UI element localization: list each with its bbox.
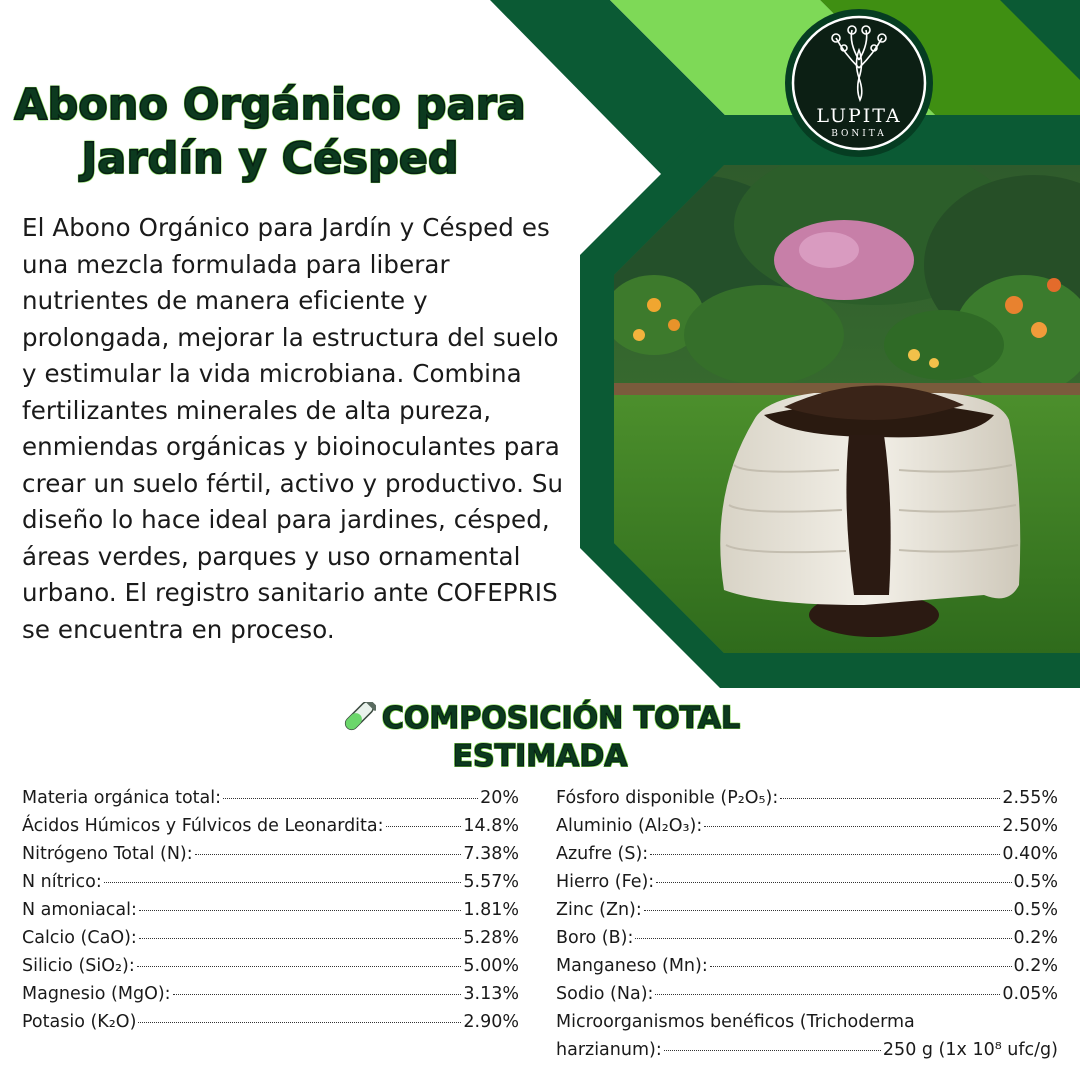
item-value: 0.2% xyxy=(1013,956,1058,976)
dot-leader xyxy=(655,994,1000,995)
dot-leader xyxy=(710,966,1012,967)
item-value: 5.28% xyxy=(463,928,519,948)
composition-title-line2: ESTIMADA xyxy=(452,739,628,774)
dot-leader xyxy=(138,1022,461,1023)
item-value: 5.00% xyxy=(463,956,519,976)
list-item xyxy=(556,788,1058,816)
item-name: Calcio (CaO): xyxy=(22,928,137,948)
dot-leader xyxy=(137,966,462,967)
dot-leader xyxy=(223,798,478,799)
dot-leader xyxy=(644,910,1012,911)
item-name: harzianum): xyxy=(556,1040,662,1060)
list-item xyxy=(556,900,1058,928)
list-item xyxy=(556,984,1058,1012)
dot-leader xyxy=(386,826,462,827)
item-name: Hierro (Fe): xyxy=(556,872,655,892)
dot-leader xyxy=(650,854,1000,855)
item-name: Aluminio (Al₂O₃): xyxy=(556,816,703,836)
item-name: Materia orgánica total: xyxy=(22,788,221,808)
item-value: 3.13% xyxy=(463,984,519,1004)
item-value: 20% xyxy=(480,788,519,808)
list-item-micro xyxy=(556,1040,1058,1068)
composition-list-left xyxy=(22,788,519,1040)
dot-leader xyxy=(656,882,1011,883)
list-item xyxy=(22,844,519,872)
item-value: 2.50% xyxy=(1002,816,1058,836)
list-item xyxy=(556,872,1058,900)
dot-leader xyxy=(664,1050,881,1051)
composition-title xyxy=(300,700,780,776)
item-name: Zinc (Zn): xyxy=(556,900,642,920)
dot-leader xyxy=(173,994,462,995)
dot-leader xyxy=(104,882,462,883)
list-item xyxy=(22,872,519,900)
item-name: Manganeso (Mn): xyxy=(556,956,708,976)
test-tube-icon xyxy=(340,702,376,732)
logo-brand-name: LUPITA xyxy=(816,105,902,127)
list-item xyxy=(556,816,1058,844)
item-value: 14.8% xyxy=(463,816,519,836)
list-item-micro-line1 xyxy=(556,1012,1058,1040)
dot-leader xyxy=(635,938,1011,939)
item-name: Microorganismos benéficos (Trichoderma xyxy=(556,1012,915,1032)
list-item xyxy=(22,788,519,816)
brand-logo xyxy=(784,8,934,158)
item-name: Magnesio (MgO): xyxy=(22,984,171,1004)
item-value: 1.81% xyxy=(463,900,519,920)
item-name: Ácidos Húmicos y Fúlvicos de Leonardita: xyxy=(22,816,384,836)
composition-title-line1: COMPOSICIÓN TOTAL xyxy=(381,701,741,736)
product-photo xyxy=(614,165,1080,653)
item-name: Silicio (SiO₂): xyxy=(22,956,135,976)
list-item xyxy=(22,984,519,1012)
list-item xyxy=(22,928,519,956)
list-item xyxy=(22,816,519,844)
logo-brand-tagline: BONITA xyxy=(831,129,887,139)
item-name: Nitrógeno Total (N): xyxy=(22,844,193,864)
dot-leader xyxy=(195,854,462,855)
page-title-line1: Abono Orgánico para xyxy=(14,80,526,130)
item-name: Potasio (K₂O) xyxy=(22,1012,137,1032)
item-value: 2.55% xyxy=(1002,788,1058,808)
page-title xyxy=(10,78,530,186)
item-name: N nítrico: xyxy=(22,872,102,892)
list-item xyxy=(22,956,519,984)
item-value: 250 g (1x 10⁸ ufc/g) xyxy=(882,1040,1058,1060)
item-value: 0.2% xyxy=(1013,928,1058,948)
dot-leader xyxy=(139,938,462,939)
item-value: 5.57% xyxy=(463,872,519,892)
dot-leader xyxy=(780,798,1000,799)
item-value: 2.90% xyxy=(463,1012,519,1032)
item-value: 0.5% xyxy=(1013,900,1058,920)
list-item xyxy=(556,928,1058,956)
composition-list-right xyxy=(556,788,1058,1068)
item-value: 0.05% xyxy=(1002,984,1058,1004)
item-value: 0.40% xyxy=(1002,844,1058,864)
item-name: Boro (B): xyxy=(556,928,634,948)
list-item xyxy=(22,1012,519,1040)
item-name: Fósforo disponible (P₂O₅): xyxy=(556,788,779,808)
dot-leader xyxy=(704,826,1000,827)
item-value: 0.5% xyxy=(1013,872,1058,892)
item-name: N amoniacal: xyxy=(22,900,137,920)
list-item xyxy=(556,844,1058,872)
dot-leader xyxy=(139,910,461,911)
product-description: El Abono Orgánico para Jardín y Césped es una mezcla formulada para liberar nutrientes de manera eficiente y prolongada, mejorar la estructura del suelo y estimular la vida microbiana. Combina fertilizantes minerales de alta pureza, enmiendas orgánicas y bioinoculantes para crear un suelo fértil, activo y productivo. Su diseño lo hace ideal para jardines, césped, áreas verdes, parques y uso ornamental urbano. El registro sanitario ante COFEPRIS se encuentra en proceso. xyxy=(22,213,564,644)
page-title-line2: Jardín y Césped xyxy=(81,134,459,184)
list-item xyxy=(22,900,519,928)
list-item xyxy=(556,956,1058,984)
item-name: Azufre (S): xyxy=(556,844,649,864)
item-name: Sodio (Na): xyxy=(556,984,654,1004)
item-value: 7.38% xyxy=(463,844,519,864)
composition-title-line1-wrap xyxy=(340,701,740,736)
